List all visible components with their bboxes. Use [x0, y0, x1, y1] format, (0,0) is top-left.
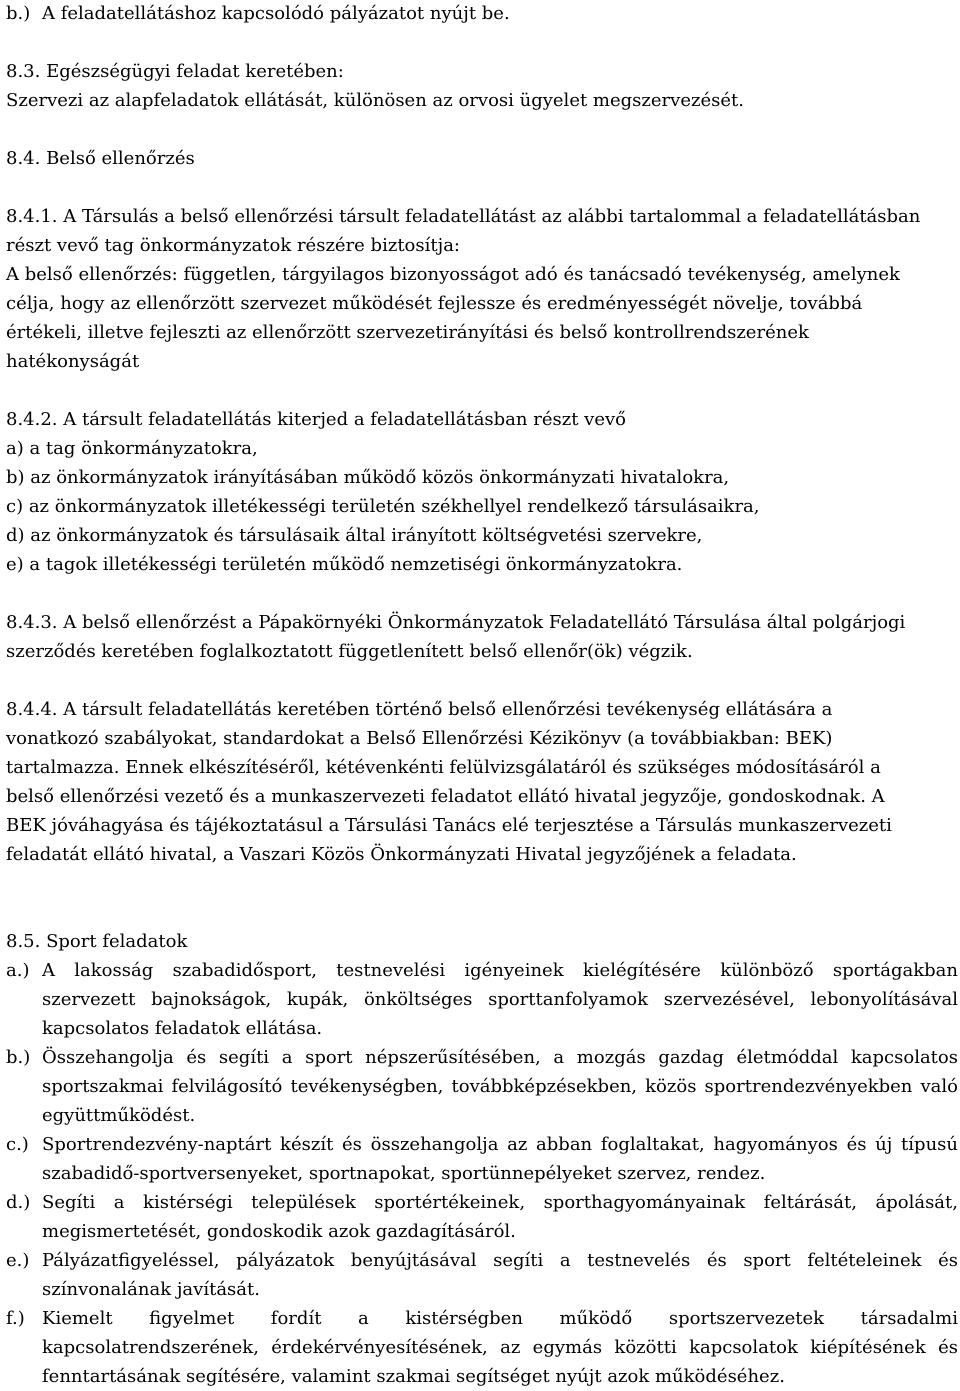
item-marker: c.) — [6, 1134, 29, 1155]
paragraph-line: belső ellenőrzési vezető és a munkaszervezeti feladatot ellátó hivatal jegyzője, gondoskodnak. A — [6, 786, 885, 807]
section-8-4-2 — [6, 405, 958, 579]
item-text: Kiemelt figyelmet fordít a kistérségben működő sportszervezetek társadalmi kapcsolatrendszerének, érdekérvényesítésének, az egymás közötti kapcsolatok kiépítésének és fenntartásának segítésére, valamint szakmai segítséget nyújt azok működéséhez. — [42, 1308, 958, 1387]
list-line: e) a tagok illetékességi területén működő nemzetiségi önkormányzatokra. — [6, 554, 683, 575]
sport-item-f — [6, 1304, 958, 1391]
item-text: Összehangolja és segíti a sport népszerűsítésében, a mozgás gazdag életmóddal kapcsolatos sportszakmai felvilágosító tevékenységben, továbbképzésekben, közös sportrendezvényekben való együttműködést. — [42, 1047, 958, 1126]
paragraph-line: vonatkozó szabályokat, standardokat a Belső Ellenőrzési Kézikönyv (a továbbiakban: BEK) — [6, 728, 833, 749]
paragraph-line: 8.4.2. A társult feladatellátás kiterjed a feladatellátásban részt vevő — [6, 409, 626, 430]
paragraph-line: célja, hogy az ellenőrzött szervezet működését fejlessze és eredményességét növelje, továbbá — [6, 293, 863, 314]
section-8-4-3 — [6, 608, 958, 666]
sport-item-e — [6, 1246, 958, 1304]
item-text: A lakosság szabadidősport, testnevelési igényeinek kielégítésére különböző sportágakban szervezett bajnokságok, kupák, önköltséges sporttanfolyamok szervezésével, lebonyolításával kapcsolatos feladatok ellátása. — [42, 960, 958, 1039]
section-heading: 8.5. Sport feladatok — [6, 931, 188, 952]
item-marker: f.) — [6, 1308, 25, 1329]
list-line: c) az önkormányzatok illetékességi területén székhellyel rendelkező társulásaikra, — [6, 496, 760, 517]
list-line: a) a tag önkormányzatokra, — [6, 438, 258, 459]
paragraph-line: értékeli, illetve fejleszti az ellenőrzött szervezetirányítási és belső kontrollrendszerének — [6, 322, 809, 343]
document-page — [6, 0, 958, 1391]
paragraph-line: hatékonyságát — [6, 351, 140, 372]
item-marker: a.) — [6, 960, 30, 981]
paragraph-line: 8.4.1. A Társulás a belső ellenőrzési társult feladatellátást az alábbi tartalommal a feladatellátásban — [6, 206, 921, 227]
sport-item-a — [6, 956, 958, 1043]
sport-item-d — [6, 1188, 958, 1246]
item-marker: b.) — [6, 3, 31, 24]
paragraph-line: részt vevő tag önkormányzatok részére biztosítja: — [6, 235, 460, 256]
item-text: Pályázatfigyeléssel, pályázatok benyújtásával segíti a testnevelés és sport feltételeinek és színvonalának javítását. — [42, 1250, 958, 1300]
sport-item-c — [6, 1130, 958, 1188]
section-8-3 — [6, 57, 958, 115]
paragraph-line: feladatát ellátó hivatal, a Vaszari Közös Önkormányzati Hivatal jegyzőjének a feladata. — [6, 844, 797, 865]
item-marker: d.) — [6, 1192, 31, 1213]
item-marker: e.) — [6, 1250, 30, 1271]
item-marker: b.) — [6, 1047, 31, 1068]
paragraph-line: 8.4.4. A társult feladatellátás keretében történő belső ellenőrzési tevékenység ellátására a — [6, 699, 833, 720]
intro-item-b — [6, 0, 958, 28]
item-text: Sportrendezvény-naptárt készít és összehangolja az abban foglaltakat, hagyományos és új típusú szabadidő-sportversenyeket, sportnapokat, sportünnepélyeket szervez, rendez. — [42, 1134, 958, 1184]
section-heading: 8.3. Egészségügyi feladat keretében: — [6, 61, 344, 82]
list-line: d) az önkormányzatok és társulásaik által irányított költségvetési szervekre, — [6, 525, 703, 546]
paragraph-line: A belső ellenőrzés: független, tárgyilagos bizonyosságot adó és tanácsadó tevékenység, amelynek — [6, 264, 900, 285]
section-heading: 8.4. Belső ellenőrzés — [6, 148, 195, 169]
section-8-4-1 — [6, 202, 958, 376]
paragraph-line: tartalmazza. Ennek elkészítéséről, kétévenkénti felülvizsgálatáról és szükséges módosításáról a — [6, 757, 881, 778]
section-8-5 — [6, 927, 958, 1391]
section-8-4-4 — [6, 695, 958, 869]
paragraph-line: szerződés keretében foglalkoztatott függetlenített belső ellenőr(ök) végzik. — [6, 641, 693, 662]
list-line: b) az önkormányzatok irányításában működő közös önkormányzati hivatalokra, — [6, 467, 730, 488]
paragraph-line: BEK jóváhagyása és tájékoztatásul a Társulási Tanács elé terjesztése a Társulás munkaszervezeti — [6, 815, 892, 836]
paragraph-line: 8.4.3. A belső ellenőrzést a Pápakörnyéki Önkormányzatok Feladatellátó Társulása által polgárjogi — [6, 612, 906, 633]
section-8-4 — [6, 144, 958, 173]
item-text: Segíti a kistérségi települések sportértékeinek, sporthagyományainak feltárását, ápolását, megismertetését, gondoskodik azok gazdagításáról. — [42, 1192, 958, 1242]
item-text: A feladatellátáshoz kapcsolódó pályázatot nyújt be. — [42, 3, 510, 24]
paragraph-line: Szervezi az alapfeladatok ellátását, különösen az orvosi ügyelet megszervezését. — [6, 90, 744, 111]
sport-item-b — [6, 1043, 958, 1130]
